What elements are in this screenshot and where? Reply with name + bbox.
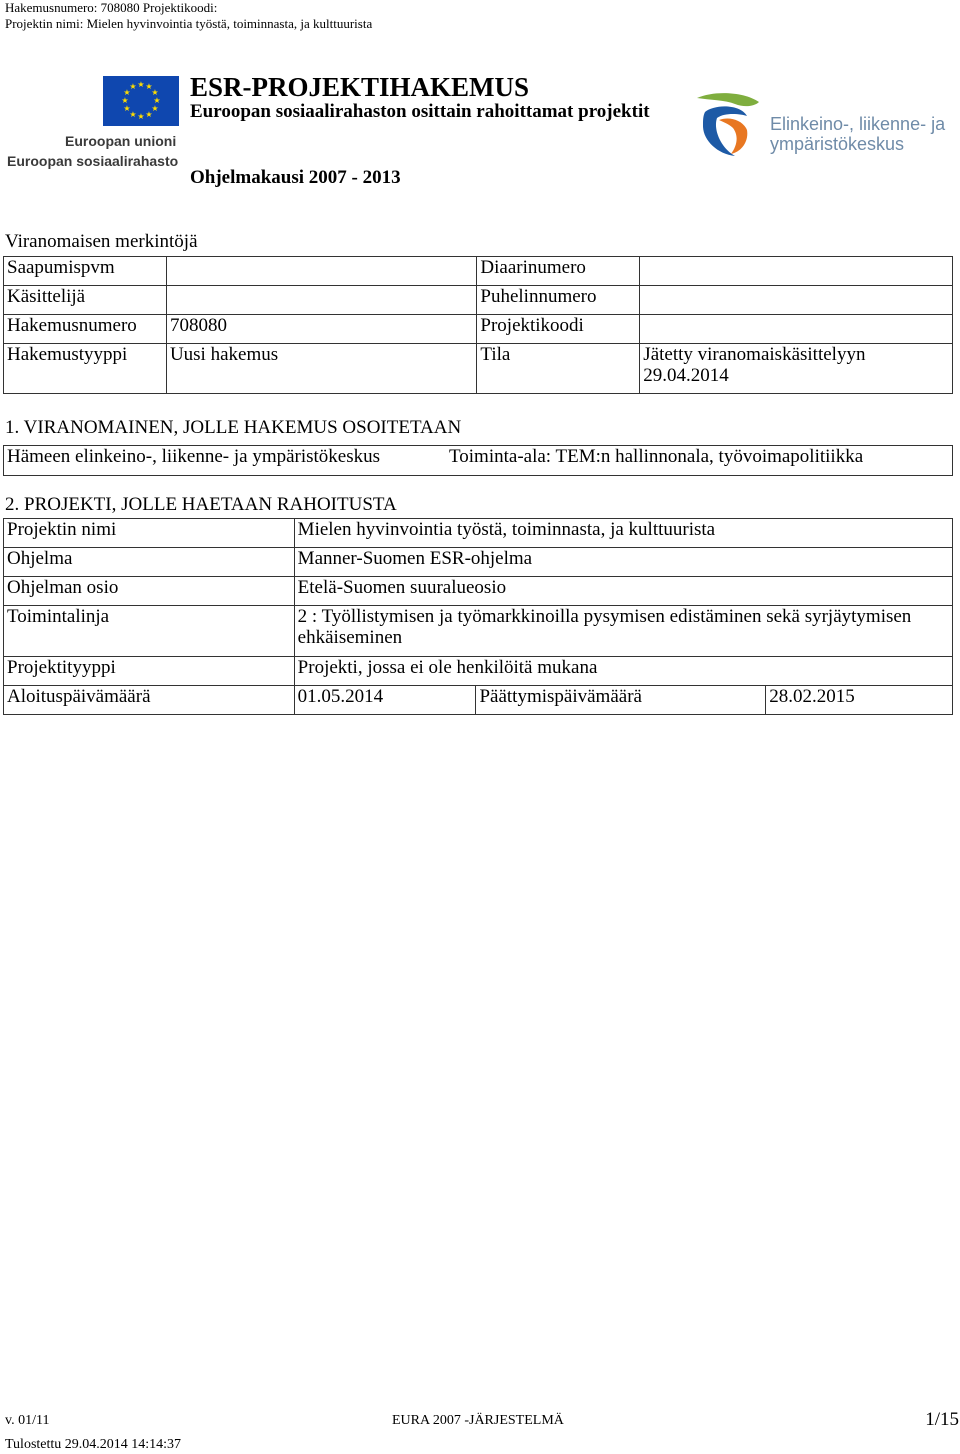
footer-printed: Tulostettu 29.04.2014 14:14:37 xyxy=(5,1437,182,1452)
value-cell: 2 : Työllistymisen ja työmarkkinoilla pysymisen edistäminen sekä syrjäytymisen ehkäiseminen xyxy=(294,606,952,657)
label-cell: Projektin nimi xyxy=(4,519,295,548)
svg-text:★: ★ xyxy=(123,88,131,97)
svg-text:★: ★ xyxy=(121,96,129,105)
eu-logo xyxy=(5,76,177,176)
svg-text:★: ★ xyxy=(151,104,159,113)
footer-version: v. 01/11 xyxy=(5,1413,50,1428)
header-line-2: Projektin nimi: Mielen hyvinvointia työstä, toiminnasta, ja kulttuurista xyxy=(5,16,373,31)
value-cell xyxy=(640,257,953,286)
label-cell: Puhelinnumero xyxy=(477,286,640,315)
section-2-heading: 2. PROJEKTI, JOLLE HAETAAN RAHOITUSTA xyxy=(5,494,397,515)
svg-text:★: ★ xyxy=(145,110,153,119)
eu-logo-line2: Euroopan sosiaalirahasto xyxy=(7,153,179,169)
value-cell xyxy=(640,315,953,344)
label-cell: Käsittelijä xyxy=(4,286,167,315)
table-row xyxy=(4,344,953,394)
value-cell: Manner-Suomen ESR-ohjelma xyxy=(294,548,952,577)
section-1-table xyxy=(3,445,953,476)
svg-text:★: ★ xyxy=(129,82,137,91)
section-2-table xyxy=(3,518,953,715)
footer-page-number: 1/15 xyxy=(925,1409,959,1430)
end-date-label: Päättymispäivämäärä xyxy=(476,686,766,715)
eu-flag-icon xyxy=(103,76,179,126)
ely-emblem-icon xyxy=(695,90,765,160)
label-cell: Diaarinumero xyxy=(477,257,640,286)
svg-text:★: ★ xyxy=(123,104,131,113)
svg-text:★: ★ xyxy=(145,82,153,91)
value-cell: Projekti, jossa ei ole henkilöitä mukana xyxy=(294,657,952,686)
label-cell: Saapumispvm xyxy=(4,257,167,286)
svg-text:★: ★ xyxy=(137,80,145,89)
table-row xyxy=(4,686,953,715)
value-cell: Mielen hyvinvointia työstä, toiminnasta, ja kulttuurista xyxy=(294,519,952,548)
table-row xyxy=(4,286,953,315)
document-subtitle: Euroopan sosiaalirahaston osittain rahoittamat projektit xyxy=(190,101,650,122)
footer-system: EURA 2007 -JÄRJESTELMÄ xyxy=(392,1413,564,1428)
start-date-value: 01.05.2014 xyxy=(294,686,476,715)
label-cell: Toimintalinja xyxy=(4,606,295,657)
header-line-1: Hakemusnumero: 708080 Projektikoodi: xyxy=(5,0,218,15)
label-cell: Projektityyppi xyxy=(4,657,295,686)
ely-logo-text xyxy=(770,114,945,154)
end-date-value: 28.02.2015 xyxy=(766,686,953,715)
ely-logo xyxy=(695,90,955,160)
svg-text:★: ★ xyxy=(151,88,159,97)
table-row xyxy=(4,548,953,577)
value-cell xyxy=(166,286,476,315)
program-period: Ohjelmakausi 2007 - 2013 xyxy=(190,167,401,188)
label-cell: Tila xyxy=(477,344,640,394)
label-cell: Ohjelma xyxy=(4,548,295,577)
table-row xyxy=(4,315,953,344)
authority-name: Hämeen elinkeino-, liikenne- ja ympäristökeskus xyxy=(4,446,447,476)
document-title: ESR-PROJEKTIHAKEMUS xyxy=(190,72,530,102)
authority-field: Toiminta-ala: TEM:n hallinnonala, työvoimapolitiikka xyxy=(446,446,953,476)
svg-text:★: ★ xyxy=(137,112,145,121)
table-row xyxy=(4,577,953,606)
table-row xyxy=(4,257,953,286)
value-cell: 708080 xyxy=(166,315,476,344)
ely-logo-line2: ympäristökeskus xyxy=(770,134,905,154)
table-row xyxy=(4,657,953,686)
label-cell: Ohjelman osio xyxy=(4,577,295,606)
authority-notes-table xyxy=(3,256,953,394)
label-cell: Hakemusnumero xyxy=(4,315,167,344)
value-cell: Uusi hakemus xyxy=(166,344,476,394)
value-cell: Etelä-Suomen suuralueosio xyxy=(294,577,952,606)
label-cell: Hakemustyyppi xyxy=(4,344,167,394)
svg-text:★: ★ xyxy=(129,110,137,119)
svg-text:★: ★ xyxy=(153,96,161,105)
value-cell xyxy=(640,286,953,315)
label-cell: Projektikoodi xyxy=(477,315,640,344)
status-cell: Jätetty viranomaiskäsittelyyn 29.04.2014 xyxy=(640,344,953,394)
table-row xyxy=(4,606,953,657)
eu-logo-line1: Euroopan unioni xyxy=(65,133,177,149)
value-cell xyxy=(166,257,476,286)
section-1-heading: 1. VIRANOMAINEN, JOLLE HAKEMUS OSOITETAAN xyxy=(5,417,462,438)
ely-logo-line1: Elinkeino-, liikenne- ja xyxy=(770,114,946,134)
table-row xyxy=(4,519,953,548)
table-row xyxy=(4,446,953,476)
start-date-label: Aloituspäivämäärä xyxy=(4,686,295,715)
authority-notes-heading: Viranomaisen merkintöjä xyxy=(5,231,198,252)
